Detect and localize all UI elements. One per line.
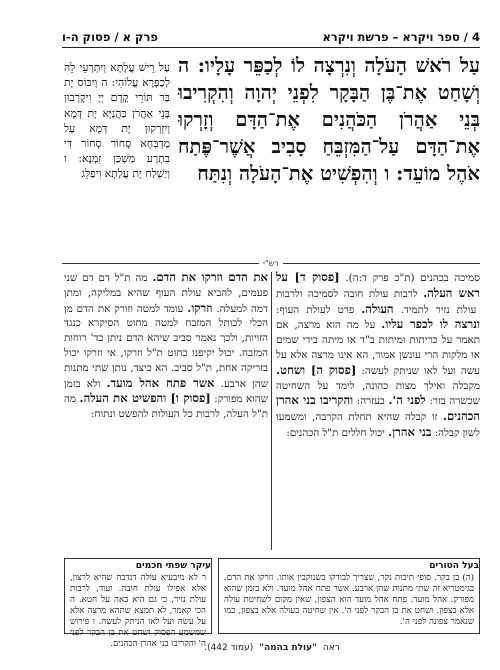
rashi-segment: בני אהרן. יכול חללים ת"ל הכהנים: (286, 424, 432, 439)
rashi-segment: אשר פתח אהל מועד. ולא בזמן שהוא מפורק: (64, 375, 268, 406)
onkelos-translation: עַל רֵישׁ עֲלָתָא וְיִתְרְעֵי לֵהּ לְכַפָּרָא עֲלוֹהִי: ה וְיִכּוֹס יָת בַּר תּוֹרֵי קֳדָם יְיָ וִיקָרְבוּן בְּנֵי אַהֲרֹן כַּהֲנַיָּא יָת דְּמָא וְיִזְרְקוּן יָת דְּמָא עַל מַדְבְּחָא סְחוֹר סְחוֹר דִּי בִתְרַע מַשְׁכַּן זִמְנָא: ו וְיַשְׁלַח יָת עֲלָתָא וִיפַלֵּג (64, 61, 170, 181)
rashi-marker: רש"י (263, 258, 279, 268)
rashi-column-right (276, 270, 480, 555)
rashi-column-left (64, 270, 268, 555)
rashi-segment: את הדם וזרקו את הדם. מה ת"ל דם דם שני פעמים, להביא עולת העוף שהיא במליקה, ומתן דמה למעלה. (64, 270, 268, 315)
baal-haturim-box (218, 558, 480, 634)
divider-line-left (62, 263, 259, 264)
footer-title: "עולת בהמה" (259, 643, 317, 653)
sifsei-chachamim-title: עיקר שפתי חכמים (135, 561, 211, 571)
column-divider (271, 272, 272, 550)
rashi-segment: והקריבו בני אהרן הכהנים. זו קבלה שהיא תחלת הקרבה, ומשמעו לשון קבלה: (276, 393, 480, 439)
rashi-divider (62, 258, 480, 268)
sifsei-chachamim-box (64, 558, 212, 649)
rashi-segment: [פסוק ה] ושחט. מקבלה ואילך מצות כהונה, לימד על השחיטה שכשרה בזר: (276, 362, 480, 408)
sifsei-chachamim-text: ר לא מיבעיא עולה דנדבה שהיא לרצון, אלא אפילו עולת חובה. ועוד, לרבות עולת נזיר, כי גם היא באה על חטא. ה הכי קאמר, לא תמצא שתהא מרצה אלא על עשה ועל לאו הניתק לעשה. ו פירוש שמשמע הפסוק ושחט את בן הבקר לפני ה' והקריבו בני אהרן הכהנים. (70, 573, 206, 649)
footer-page-ref: (עמוד 442). (204, 643, 254, 653)
baal-haturim-title: בעל הטורים (429, 561, 479, 571)
rashi-segment: וזרקו. עומד למטה וזורק את הדם מן הכלי לכותל המזבח למטה מחוט הסיקרא כנגד הזויות, ולכך נאמר סביב שיהא הדם ניתן בד' רוחות המזבח. יכול יקיפנו כחוט ת"ל וזרקו, אי וזרקו יכול בזריקה אחת, ת"ל סביב. הא כיצד, נותן שתי מתנות שהן ארבע. (64, 300, 268, 390)
rashi-segment: [פסוק ד] על ראש העלה. לרבות עולת חובה לסמיכה ולרבות עולת נזיר לתמיד. (276, 270, 480, 316)
rashi-segment: לפני ה'. בעזרה: (353, 393, 426, 408)
divider-line-right (283, 263, 480, 264)
rashi-segment: [פסוק ו] והפשיט את העלה. מה ת"ל העלה, לרבות כל העולות להפשט ונתוח: (64, 391, 268, 421)
chapter-verse-header: פרק א / פסוק ה-ו (62, 30, 158, 44)
rashi-segment: סמיכה בכהנים (ת"כ פרק ד:ה). (339, 272, 480, 284)
rashi-segment: העולה. פרט לעולת העוף: (276, 301, 394, 316)
torah-verse-text: עַל רֹאשׁ הָעֹלָה וְנִרְצָה לוֹ לְכַפֵּר עָלָיו: ה וְשָׁחַט אֶת־בֶּן הַבָּקָר לִפְנֵי יְהוָה וְהִקְרִיבוּ בְּנֵי אַהֲרֹן הַכֹּהֲנִים אֶת־הַדָּם וְזָרְקוּ אֶת־הַדָּם עַל־הַמִּזְבֵּחַ סָבִיב אֲשֶׁר־פֶּתַח אֹהֶל מוֹעֵד: ו וְהִפְשִׁיט אֶת־הָעֹלָה וְנִתַּח (178, 54, 480, 185)
rashi-segment: ונרצה לו לכפר עליו. על מה הוא מרצה, אם תאמר על כריתות ומיתות ב"ד או מיתה בידי שמים או מלקות הרי עונשן אמור, הא אינו מרצה אלא על עשה ועל לאו שניתק לעשה: (276, 317, 480, 377)
baal-haturim-text: (ה) בן בקר. סופי תיבות נקר, שצריך לבודקו כשנוקבין אותו. וזרקו את הדם. בגימטריא זה שתי מתנות שהן ארבע. אשר פתח אהל מועד. ולא בזמן שהוא מפורק. אהל מועד. פתח אהל מועד הוא הצפון, שאין מקום לשחיטת עולה אלא בצפון. ושחט את בן הבקר לפני ה'. אין שחיטה בעולה אלא בצפון, כמו שנאמר צפונה לפני ה'. (224, 573, 474, 627)
book-parsha-header: 4 / ספר ויקרא – פרשת ויקרא (322, 30, 480, 44)
footer-label: ראה (322, 643, 340, 653)
footer-reference (64, 640, 480, 656)
running-header (62, 24, 480, 48)
